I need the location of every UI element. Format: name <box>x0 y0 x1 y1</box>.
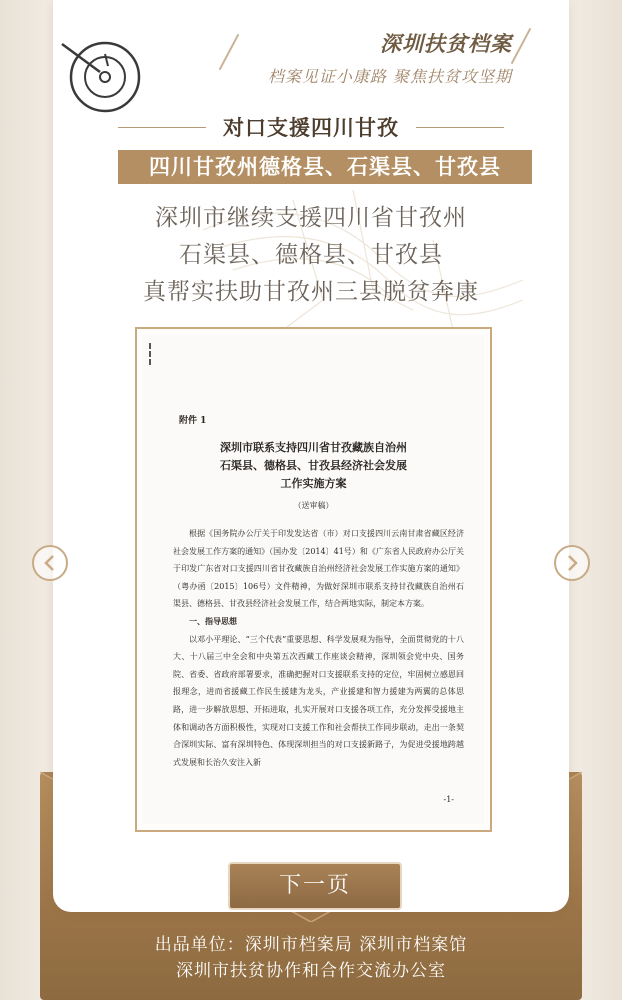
site-slogan: 档案见证小康路 聚焦扶贫攻坚期 <box>267 67 512 86</box>
document-body <box>173 525 464 771</box>
footer-line: 出品单位：深圳市档案局 深圳市档案馆 <box>154 935 468 955</box>
document-page-number: -1- <box>443 795 454 804</box>
document-heading-line: 石渠县、德格县、甘孜县经济社会发展 <box>220 459 407 472</box>
document-section-heading: 一、指导思想 <box>189 615 237 626</box>
chevron-right-icon <box>565 554 579 572</box>
document-paragraph: 根据《国务院办公厅关于印发发达省（市）对口支援四川云南甘肃省藏区经济社会发展工作方案的通知》（国办发〔2014〕41号）和《广东省人民政府办公厅关于印发广东省对口支援四川省甘孜藏族自治州经济社会发展工作实施方案的通知》（粤办函〔2015〕106号）文件精神，为做好深圳市联系支持甘孜藏族自治州石渠县、德格县、甘孜县经济社会发展工作，结合两地实际，制定本方案。 <box>173 529 464 609</box>
scan-mark <box>149 343 153 365</box>
document-page <box>143 335 484 824</box>
next-arrow-button[interactable] <box>554 545 590 581</box>
chevron-left-icon <box>43 554 57 572</box>
region-banner: 四川甘孜州德格县、石渠县、甘孜县 <box>118 150 532 184</box>
document-subheading: （送审稿） <box>293 501 334 510</box>
document-heading-line: 深圳市联系支持四川省甘孜藏族自治州 <box>220 441 407 454</box>
prev-button[interactable] <box>32 545 68 581</box>
section-title: 对口支援四川甘孜 <box>223 116 399 140</box>
document-heading <box>143 439 484 493</box>
footer-credits <box>0 932 622 984</box>
footer-line: 深圳市扶贫协作和合作交流办公室 <box>176 961 446 981</box>
document-viewer[interactable] <box>135 327 492 832</box>
site-title: 深圳扶贫档案 <box>380 32 512 56</box>
summary-line: 真帮实扶助甘孜州三县脱贫奔康 <box>143 279 479 305</box>
record-logo-icon <box>58 30 144 116</box>
summary-line: 石渠县、德格县、甘孜县 <box>179 242 443 268</box>
summary-line: 深圳市继续支援四川省甘孜州 <box>155 205 467 231</box>
document-heading-line: 工作实施方案 <box>280 477 347 490</box>
document-paragraph: 以邓小平理论、“三个代表”重要思想、科学发展观为指导，全面贯彻党的十八大、十八届三中全会和中央第五次西藏工作座谈会精神，深圳领会党中央、国务院、省委、省政府部署要求，准确把握对口支援联系支持的定位，牢固树立感恩回报理念，进而省援藏工作民生援建为龙头，产业援建和智力援建为两翼的总体思路，进一步解放思想、开拓进取，扎实开展对口支援各项工作，充分发挥受援地主体和调动各方面积极性，实现对口支援工作和社会帮扶工作同步联动，走出一条契合深圳实际、富有深圳特色、体现深圳担当的对口支援新路子，为促进受援地跨越式发展和长治久安注入新 <box>173 634 464 767</box>
next-page-button[interactable]: 下一页 <box>228 862 402 910</box>
summary-text <box>0 200 622 311</box>
document-attachment-label: 附件 1 <box>179 416 207 426</box>
